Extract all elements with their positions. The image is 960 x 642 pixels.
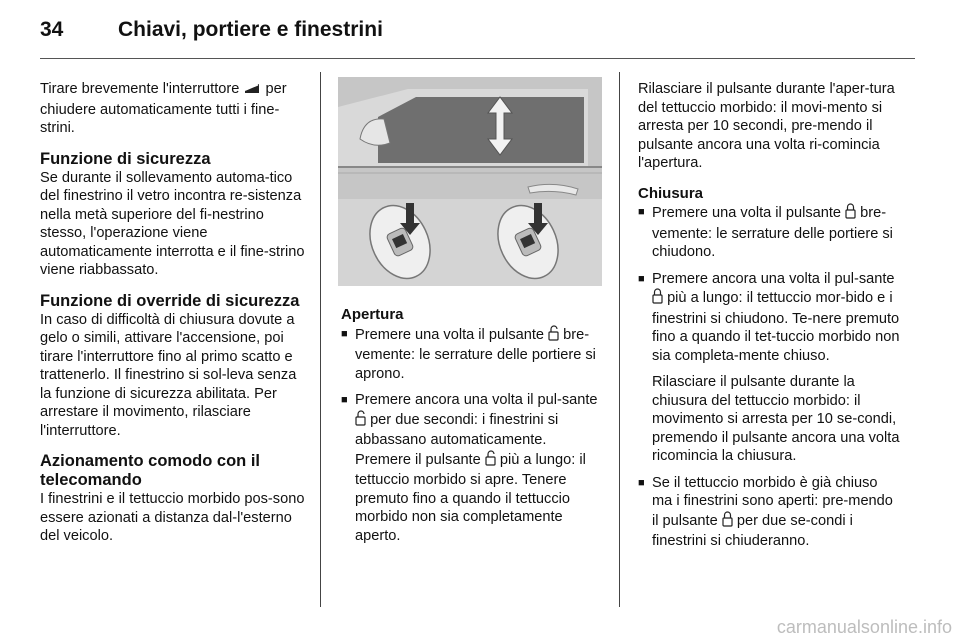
list-item-text: Premere ancora una volta il pul-sante bbox=[652, 270, 895, 287]
opening-title: Apertura bbox=[341, 306, 404, 323]
remote-key-illustration bbox=[338, 77, 602, 286]
page-header bbox=[40, 18, 915, 58]
column-divider-left bbox=[320, 72, 321, 607]
list-item-text: per due secondi: i finestrini si abbassano automaticamente. Premere il pulsante bbox=[355, 411, 559, 468]
header-rule bbox=[40, 58, 915, 59]
list-item bbox=[341, 391, 605, 545]
window-switch-icon bbox=[243, 81, 261, 101]
padlock-open-icon bbox=[485, 450, 496, 472]
list-item-text: più a lungo: il tettuccio mor-bido e i finestrini si chiudono. Te-nere premuto fino a quando il tet-tuccio morbido non sia completa-mente chiuso. bbox=[652, 290, 900, 364]
list-item-text: per due se-condi i finestrini si chiuderanno. bbox=[652, 512, 853, 549]
intro-text-start: Tirare brevemente l'interruttore bbox=[40, 81, 240, 97]
remote-section bbox=[40, 452, 305, 546]
list-item-text: Premere ancora una volta il pul-sante bbox=[355, 392, 598, 408]
safety-text: Se durante il sollevamento automa-tico del finestrino il vetro incontra re-sistenza nella metà superiore del fi-nestrino stesso, l'operazione viene automaticamente interrotta e il fine-strino viene riabbassato. bbox=[40, 169, 305, 278]
list-item-text: Se il tettuccio morbido è già chiuso ma i finestrini sono aperti: pre-mendo il pulsante bbox=[652, 474, 893, 529]
override-text: In caso di difficoltà di chiusura dovute a gelo o simili, attivare l'accensione, poi tirare l'interruttore fino al primo scatto e trattenerlo. Il finestrino si sol-leva senza la funzione di sicurezza abilitata. Per arrestare il movimento, rilasciare l'interruttore. bbox=[40, 311, 297, 439]
closing-title: Chiusura bbox=[638, 184, 704, 202]
remote-text: I finestrini e il tettuccio morbido pos-sono essere azionati a distanza dal-l'esterno del veicolo. bbox=[40, 491, 305, 544]
column-2 bbox=[341, 306, 605, 553]
page-number: 34 bbox=[40, 18, 64, 41]
safety-title: Funzione di sicurezza bbox=[40, 149, 211, 168]
padlock-open-icon bbox=[548, 325, 559, 347]
list-item-text: più a lungo: il tettuccio morbido si apre. Tenere premuto fino a quando il tettuccio morbido non sia completamente aperto. bbox=[355, 451, 586, 544]
intro-text-end: per chiudere automaticamente tutti i fine-strini. bbox=[40, 81, 287, 136]
padlock-open-icon bbox=[355, 410, 366, 432]
list-item-text: Premere una volta il pulsante bbox=[355, 326, 545, 343]
override-section bbox=[40, 292, 305, 441]
padlock-closed-icon bbox=[845, 203, 856, 225]
opening-list bbox=[341, 325, 605, 546]
column-3 bbox=[638, 80, 900, 559]
padlock-closed-icon bbox=[722, 511, 733, 533]
remote-title: Azionamento comodo con il telecomando bbox=[40, 452, 261, 489]
list-item bbox=[638, 203, 900, 262]
safety-section bbox=[40, 150, 305, 280]
list-item bbox=[638, 270, 900, 466]
padlock-closed-icon bbox=[652, 288, 663, 310]
list-item-text: bre-vemente: le serrature delle portiere si aprono. bbox=[355, 326, 596, 382]
list-item bbox=[638, 474, 900, 551]
closing-release-text: Rilasciare il pulsante durante la chiusura del tettuccio morbido: il movimento si arresta per 10 se-condi, premendo il pulsante ancora una volta ricomincia la chiusura. bbox=[652, 374, 900, 464]
column-1 bbox=[40, 80, 305, 558]
list-item bbox=[341, 325, 605, 384]
list-item-text: bre-vemente: le serrature delle portiere si chiudono. bbox=[652, 205, 893, 260]
watermark: carmanualsonline.info bbox=[776, 617, 952, 637]
column-divider-right bbox=[619, 72, 620, 607]
intro-paragraph bbox=[40, 80, 305, 138]
override-title: Funzione di override di sicurezza bbox=[40, 291, 300, 310]
list-item-text: Premere una volta il pulsante bbox=[652, 205, 842, 221]
closing-list bbox=[638, 203, 900, 551]
chapter-title: Chiavi, portiere e finestrini bbox=[118, 18, 383, 41]
soft-top-release-text: Rilasciare il pulsante durante l'aper-tura del tettuccio morbido: il movi-mento si arresta per 10 secondi, pre-mendo il pulsante ancora una volta ri-comincia l'apertura. bbox=[638, 81, 895, 171]
